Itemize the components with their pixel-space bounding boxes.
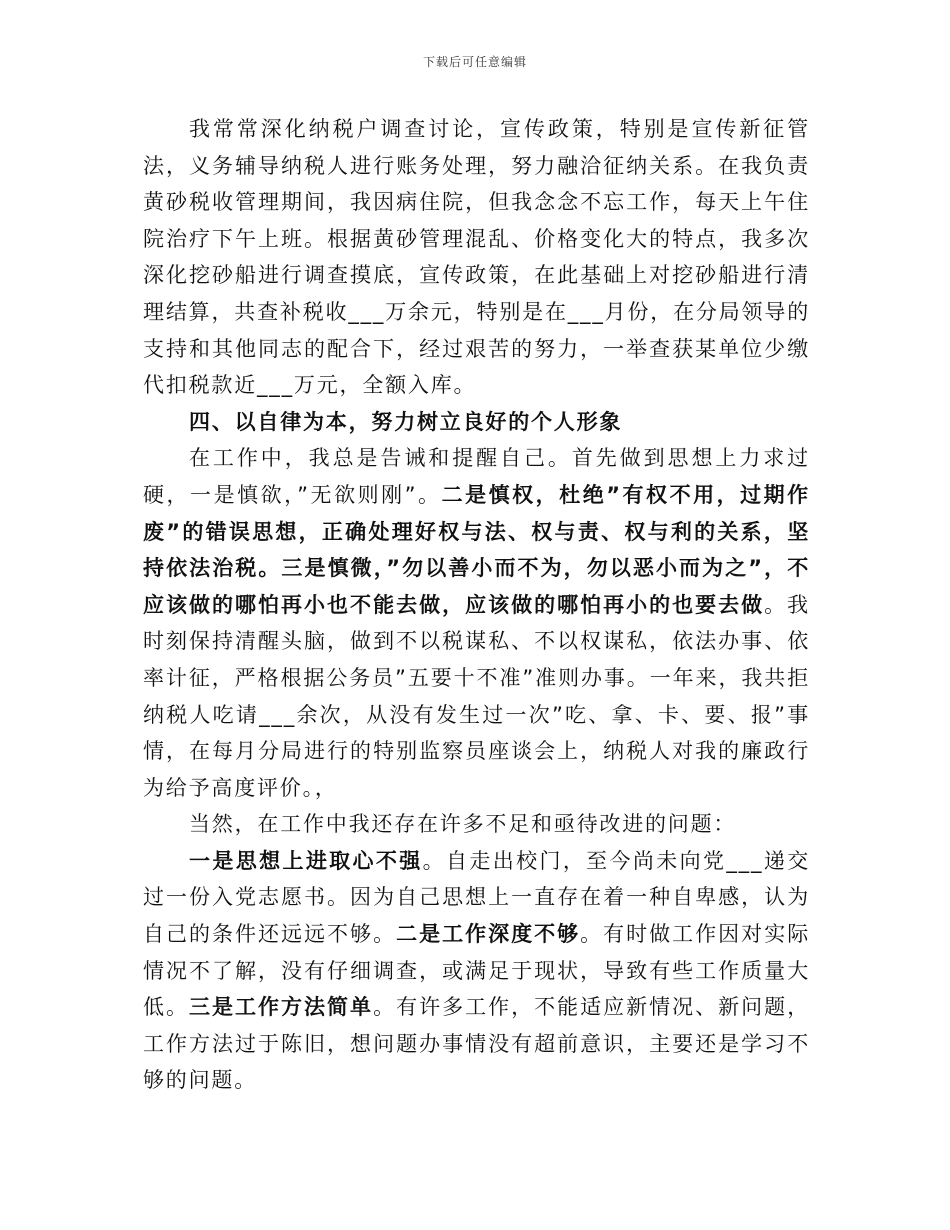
paragraph-shortcomings [143, 843, 810, 1099]
shortcoming-1-title: 一是思想上进取心不强 [189, 848, 423, 873]
paragraph-self-discipline-bold: 二是慎权，杜绝”有权不用，过期作废”的错误思想，正确处理好权与法、权与责、权与利的关系，坚持依法治税。三是慎微，”勿以善小而不为，勿以恶小而为之”，不应该做的哪怕再小也不能去做，应该做的哪怕再小的也要去做 [143, 482, 810, 617]
shortcoming-2-text: 。有时做工作因对实际情况不了解，没有仔细调查，或满足于现状，导致有些工作质量大低。 [143, 922, 810, 1020]
page-header: 下载后可任意编辑 [422, 55, 527, 69]
paragraph-shortcomings-intro: 当然，在工作中我还存在许多不足和亟待改进的问题： [189, 812, 737, 837]
paragraph-self-discipline-intro: 在工作中，我总是告诫和提醒自己。首先做到思想上力求过硬，一是慎欲，”无欲则刚”。 [143, 446, 810, 507]
shortcoming-3-text: 。有许多工作，不能适应新情况、新问题，工作方法过于陈旧，想问题办事情没有超前意识，主要还是学习不够的问题。 [143, 995, 810, 1093]
shortcoming-2-title: 二是工作深度不够 [396, 922, 581, 947]
section-heading-4: 四、以自律为本，努力树立良好的个人形象 [189, 409, 623, 434]
paragraph-self-discipline-rest: 。我时刻保持清醒头脑，做到不以税谋私、不以权谋私，依法办事、依率计征，严格根据公务员”五要十不准”准则办事。一年来，我共拒纳税人吃请___余次，从没有发生过一次”吃、拿、卡、要、报”事情，在每月分局进行的特别监察员座谈会上，纳税人对我的廉政行为给予高度评价。， [143, 592, 810, 800]
paragraph-self-discipline [143, 440, 810, 806]
shortcoming-3-title: 三是工作方法简单 [189, 995, 374, 1020]
document-body [143, 111, 810, 1099]
paragraph-tax-work: 我常常深化纳税户调查讨论，宣传政策，特别是宣传新征管法，义务辅导纳税人进行账务处理，努力融洽征纳关系。在我负责黄砂税收管理期间，我因病住院，但我念念不忘工作，每天上午住院治疗下午上班。根据黄砂管理混乱、价格变化大的特点，我多次深化挖砂船进行调查摸底，宣传政策，在此基础上对挖砂船进行清理结算，共查补税收___万余元，特别是在___月份，在分局领导的支持和其他同志的配合下，经过艰苦的努力，一举查获某单位少缴代扣税款近___万元，全额入库。 [143, 117, 810, 398]
shortcoming-1-text: 。自走出校门，至今尚未向党___递交过一份入党志愿书。因为自己思想上一直存在着一种自卑感，认为自己的条件还远远不够。 [143, 848, 810, 947]
